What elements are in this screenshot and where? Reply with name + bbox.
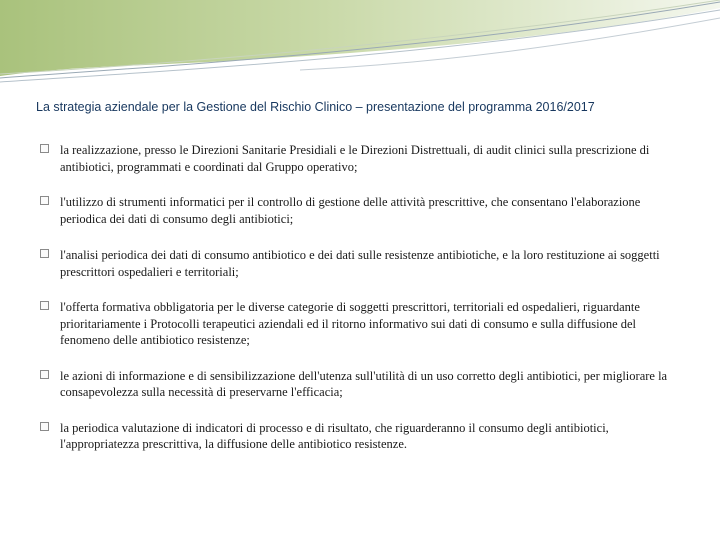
slide-title: La strategia aziendale per la Gestione del Rischio Clinico – presentazione del programma 2016/2017 (36, 100, 595, 114)
bullet-text: la realizzazione, presso le Direzioni Sanitarie Presidiali e le Direzioni Distrettuali, di audit clinici sulla prescrizione di antibiotici, programmati e coordinati dal Gruppo operativo; (60, 143, 650, 174)
checkbox-square-icon (40, 196, 49, 205)
checkbox-square-icon (40, 301, 49, 310)
checkbox-square-icon (40, 370, 49, 379)
bullet-text: le azioni di informazione e di sensibilizzazione dell'utenza sull'utilità di un uso corretto degli antibiotici, per migliorare la consapevolezza sulla necessità di preservarne l'efficacia; (60, 368, 668, 399)
list-item (40, 299, 680, 349)
checkbox-square-icon (40, 144, 49, 153)
bullet-text: l'utilizzo di strumenti informatici per il controllo di gestione delle attività prescrittive, che consentano l'elaborazione periodica dei dati di consumo degli antibiotici; (60, 195, 641, 226)
list-item (40, 420, 680, 453)
bullet-text: la periodica valutazione di indicatori di processo e di risultato, che riguarderanno il consumo degli antibiotici, l'appropriatezza prescrittiva, la diffusione delle antibiotico resistenze. (60, 420, 609, 451)
bullet-text: l'offerta formativa obbligatoria per le diverse categorie di soggetti prescrittori, territoriali ed ospedalieri, riguardante prioritariamente i Protocolli terapeutici aziendali ed il ritorno informativo sui dati di consumo e sulla diffusione del fenomeno delle antibiotico resistenze; (60, 300, 640, 347)
list-item (40, 194, 680, 227)
list-item (40, 247, 680, 280)
checkbox-square-icon (40, 249, 49, 258)
header-decoration (0, 0, 720, 90)
bullet-text: l'analisi periodica dei dati di consumo antibiotico e dei dati sulle resistenze antibiotiche, e la loro restituzione ai soggetti prescrittori ospedalieri e territoriali; (60, 248, 660, 279)
checkbox-square-icon (40, 422, 49, 431)
list-item (40, 368, 680, 401)
list-item (40, 142, 680, 175)
bullet-list (40, 142, 680, 472)
